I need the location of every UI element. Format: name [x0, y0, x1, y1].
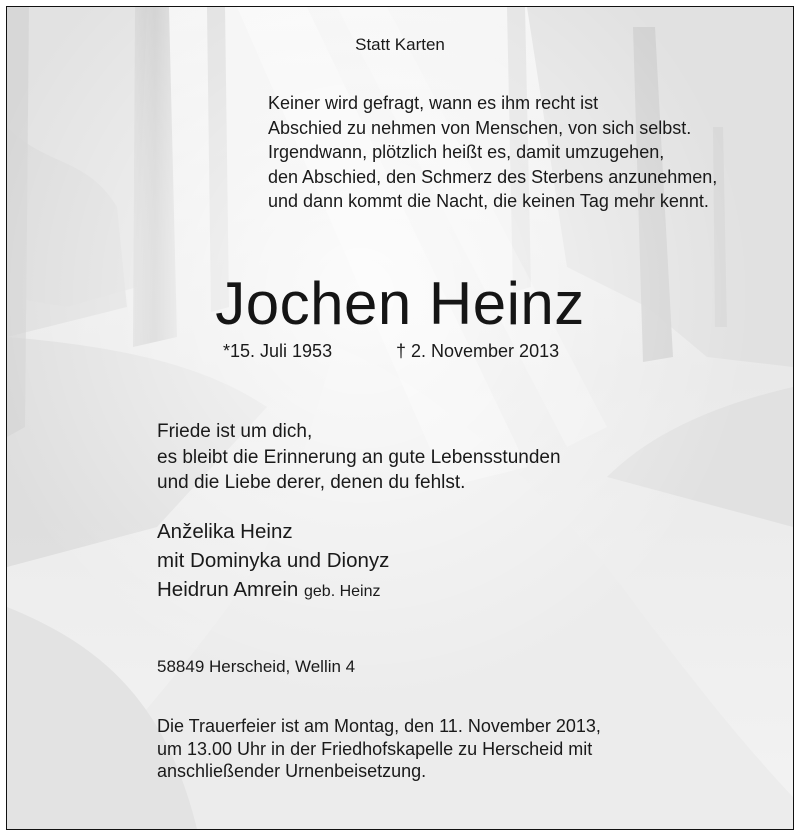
quote-line: und die Liebe derer, denen du fehlst.: [157, 472, 466, 493]
poem: [268, 91, 717, 214]
death-date: † 2. November 2013: [396, 341, 560, 361]
funeral-details: [157, 715, 601, 783]
poem-line: und dann kommt die Nacht, die keinen Tag mehr kennt.: [268, 191, 709, 211]
mourners: [157, 517, 389, 606]
quote-line: Friede ist um dich,: [157, 421, 313, 442]
mourner-line: mit Dominyka und Dionyz: [157, 549, 390, 572]
maiden-name-note: geb. Heinz: [304, 583, 381, 600]
ceremony-line: um 13.00 Uhr in der Friedhofskapelle zu Herscheid mit: [157, 738, 593, 759]
ceremony-line: Die Trauerfeier ist am Montag, den 11. November 2013,: [157, 716, 601, 736]
mourner-name: Heidrun Amrein: [157, 578, 299, 601]
header-statt-karten: Statt Karten: [355, 35, 445, 54]
mourner-line: Anželika Heinz: [157, 520, 293, 543]
poem-line: den Abschied, den Schmerz des Sterbens anzunehmen,: [268, 166, 718, 187]
mourner-line: [157, 575, 389, 606]
poem-line: Irgendwann, plötzlich heißt es, damit umzugehen,: [268, 142, 665, 162]
deceased-name: Jochen Heinz: [215, 270, 585, 337]
ceremony-line: anschließender Urnenbeisetzung.: [157, 761, 427, 781]
poem-line: Abschied zu nehmen von Menschen, von sich selbst.: [268, 117, 692, 138]
quote-line: es bleibt die Erinnerung an gute Lebensstunden: [157, 446, 561, 468]
birth-date: *15. Juli 1953: [223, 341, 333, 361]
farewell-quote: [157, 419, 561, 496]
address: 58849 Herscheid, Wellin 4: [157, 657, 356, 676]
obituary-notice: [6, 6, 794, 830]
poem-line: Keiner wird gefragt, wann es ihm recht ist: [268, 93, 599, 113]
